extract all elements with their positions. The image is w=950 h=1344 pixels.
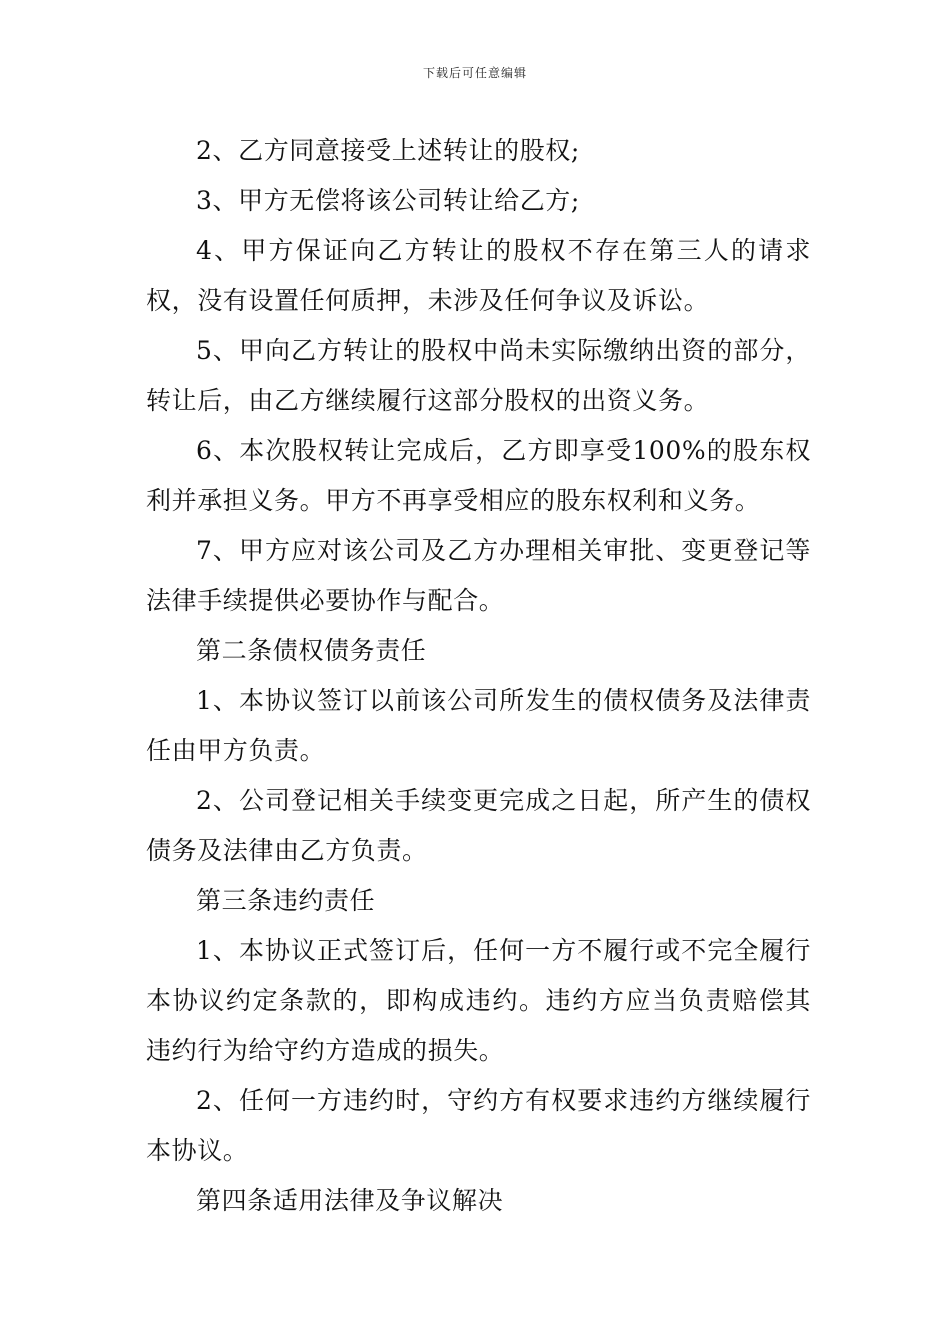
clause-2-item-7: 7、甲方应对该公司及乙方办理相关审批、变更登记等法律手续提供必要协作与配合。	[146, 536, 811, 615]
section-heading-breach: 第三条违约责任	[196, 886, 376, 915]
debt-item-1: 1、本协议签订以前该公司所发生的债权债务及法律责任由甲方负责。	[146, 686, 811, 765]
section-heading-debt: 第二条债权债务责任	[196, 636, 427, 665]
clause-2-item-6: 6、本次股权转让完成后，乙方即享受100%的股东权利并承担义务。甲方不再享受相应的股东权利和义务。	[146, 436, 811, 515]
breach-item-2: 2、任何一方违约时，守约方有权要求违约方继续履行本协议。	[146, 1086, 811, 1165]
breach-item-1: 1、本协议正式签订后，任何一方不履行或不完全履行本协议约定条款的，即构成违约。违约方应当负责赔偿其违约行为给守约方造成的损失。	[146, 936, 811, 1065]
clause-2-item-3: 3、甲方无偿将该公司转让给乙方;	[196, 186, 580, 215]
document-body	[146, 126, 811, 1226]
clause-2-item-2: 2、乙方同意接受上述转让的股权;	[196, 136, 580, 165]
debt-item-2: 2、公司登记相关手续变更完成之日起，所产生的债权债务及法律由乙方负责。	[146, 786, 811, 865]
clause-2-item-5: 5、甲向乙方转让的股权中尚未实际缴纳出资的部分，转让后，由乙方继续履行这部分股权的出资义务。	[146, 336, 811, 415]
clause-2-item-4: 4、甲方保证向乙方转让的股权不存在第三人的请求权，没有设置任何质押，未涉及任何争议及诉讼。	[146, 236, 811, 315]
section-heading-law: 第四条适用法律及争议解决	[196, 1186, 504, 1215]
page-header: 下载后可任意编辑	[422, 66, 527, 80]
